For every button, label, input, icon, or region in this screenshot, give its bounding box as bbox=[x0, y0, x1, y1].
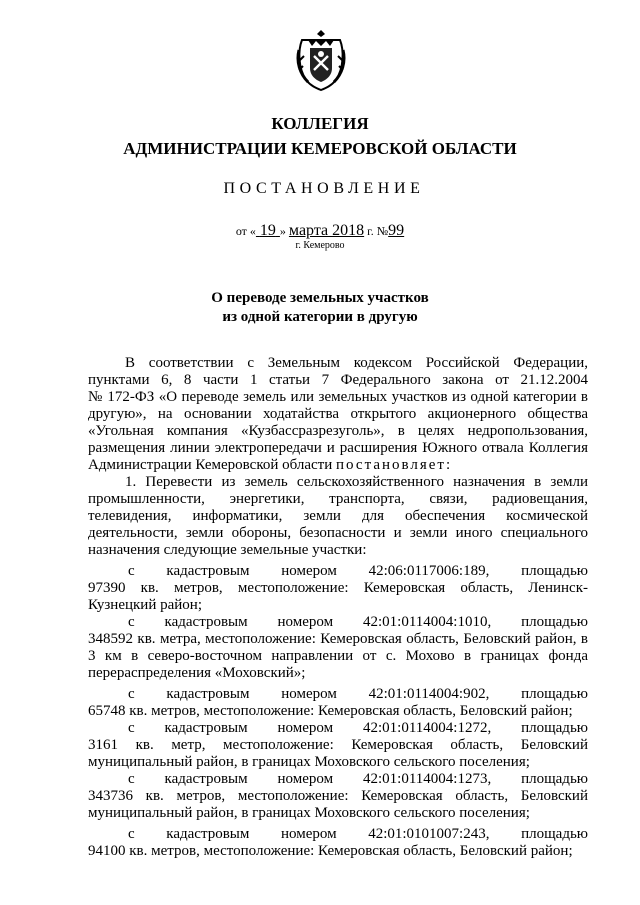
date-month-year: марта 2018 bbox=[288, 222, 365, 239]
decree-word: постановляет: bbox=[336, 457, 453, 473]
subject-line1: О переводе земельных участков bbox=[211, 290, 429, 306]
plot-line: 3161 кв. метр, местоположение: Кемеровская область, Беловский bbox=[88, 737, 588, 753]
plot-line: 348592 кв. метра, местоположение: Кемеровская область, Беловский район, в bbox=[88, 631, 588, 647]
plot-line: 3 км в северо-восточном направлении от с. Мохово в границах фонда bbox=[88, 648, 588, 664]
item1-line: деятельности, земли обороны, безопасности и земли иного специального bbox=[88, 525, 588, 541]
document-type: ПОСТАНОВЛЕНИЕ bbox=[223, 180, 425, 197]
city: г. Кемерово bbox=[295, 240, 345, 251]
intro-line: другую», на основании ходатайства открытого акционерного общества bbox=[88, 406, 588, 422]
plot-line: 94100 кв. метров, местоположение: Кемеровская область, Беловский район; bbox=[88, 843, 573, 859]
intro-line: «Угольная компания «Кузбассразрезуголь», в целях недропользования, bbox=[88, 423, 588, 439]
kemerovo-coat-of-arms-icon bbox=[296, 28, 346, 92]
plot-line: Кузнецкий район; bbox=[88, 597, 202, 613]
plot-line: с кадастровым номером 42:06:0117006:189, площадью bbox=[128, 563, 588, 579]
date-line bbox=[0, 222, 640, 240]
subject-line2: из одной категории в другую bbox=[222, 309, 418, 325]
date-mid: » bbox=[279, 224, 286, 238]
plot-line: с кадастровым номером 42:01:0114004:1273, площадью bbox=[128, 771, 588, 787]
plot-line: с кадастровым номером 42:01:0114004:1272, площадью bbox=[128, 720, 588, 736]
organization-name-line2: АДМИНИСТРАЦИИ КЕМЕРОВСКОЙ ОБЛАСТИ bbox=[123, 139, 517, 158]
plot-line: с кадастровым номером 42:01:0114004:902, площадью bbox=[128, 686, 588, 702]
organization-name-line1: КОЛЛЕГИЯ bbox=[271, 114, 369, 133]
item1-line: назначения следующие земельные участки: bbox=[88, 542, 367, 558]
item1-line: 1. Перевести из земель сельскохозяйственного назначения в земли bbox=[125, 474, 588, 490]
intro-line: размещения линии электропередачи и расширения Южного отвала Коллегия bbox=[88, 440, 588, 456]
intro-line: Администрации Кемеровской области постановляет: bbox=[88, 457, 453, 473]
plot-line: 65748 кв. метров, местоположение: Кемеровская область, Беловский район; bbox=[88, 703, 573, 719]
plot-line: перераспределения «Моховский»; bbox=[88, 665, 306, 681]
date-year-suffix: г. bbox=[367, 224, 374, 238]
number-label: № bbox=[376, 224, 389, 238]
plot-line: с кадастровым номером 42:01:0114004:1010, площадью bbox=[128, 614, 588, 630]
plot-line: муниципальный район, в границах Моховского сельского поселения; bbox=[88, 754, 530, 770]
plot-line: муниципальный район, в границах Моховского сельского поселения; bbox=[88, 805, 530, 821]
plot-line: 97390 кв. метров, местоположение: Кемеровская область, Ленинск- bbox=[88, 580, 588, 596]
date-prefix: от « bbox=[235, 224, 256, 238]
plot-line: 343736 кв. метров, местоположение: Кемеровская область, Беловский bbox=[88, 788, 588, 804]
plot-line: с кадастровым номером 42:01:0101007:243, площадью bbox=[128, 826, 588, 842]
document-number: 99 bbox=[388, 222, 405, 239]
date-day: 19 bbox=[259, 222, 276, 239]
intro-line: № 172-ФЗ «О переводе земель или земельных участков из одной категории в bbox=[88, 389, 588, 405]
item1-line: телевидения, информатики, земли для обеспечения космической bbox=[88, 508, 588, 524]
intro-line: пунктами 6, 8 части 1 статьи 7 Федерального закона от 21.12.2004 bbox=[88, 372, 588, 388]
intro-line: В соответствии с Земельным кодексом Российской Федерации, bbox=[125, 355, 588, 371]
item1-line: промышленности, энергетики, транспорта, связи, радиовещания, bbox=[88, 491, 588, 507]
